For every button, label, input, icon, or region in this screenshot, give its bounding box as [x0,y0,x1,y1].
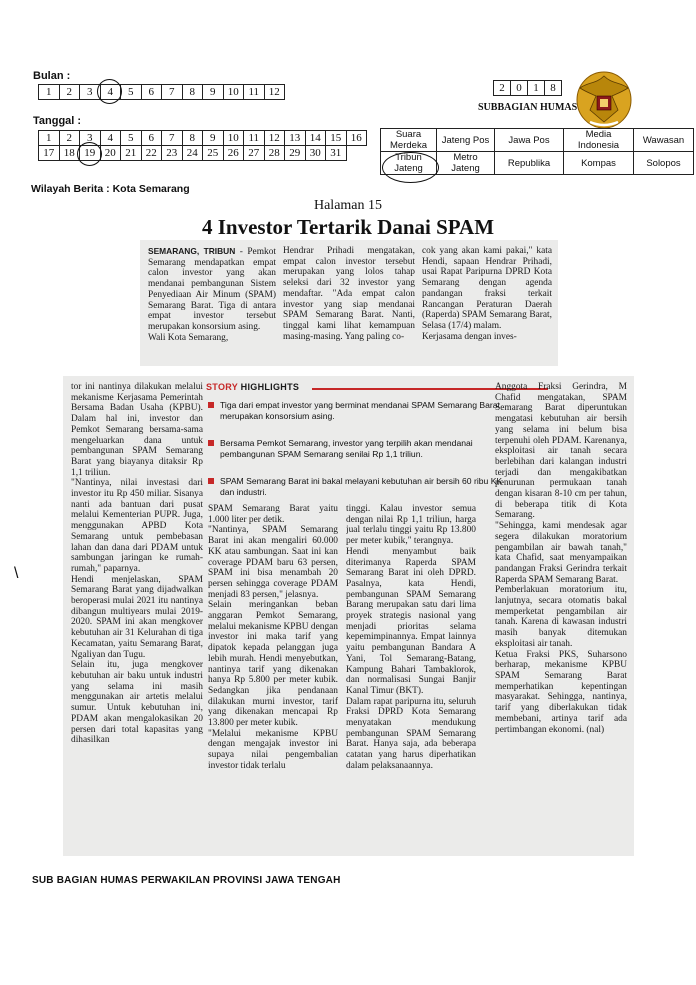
tgl-row2-cell: 20 [100,146,121,161]
tgl-row1-cell: 15 [326,131,347,146]
tgl-row1-cell: 6 [141,131,162,146]
highlight-bullet-icon [208,402,214,408]
tgl-row1-cell: 4 [100,131,121,146]
highlight-bullet-icon [208,440,214,446]
highlights-tag: HIGHLIGHTS [240,382,300,392]
tgl-row1-cell: 8 [182,131,203,146]
tgl-row1-cell: 3 [80,131,101,146]
highlight-item [208,400,523,421]
tgl-row2-cell: 26 [223,146,244,161]
tgl-row2-cell: 28 [264,146,285,161]
bulan-row-cell: 11 [244,85,265,100]
highlight-text: Bersama Pemkot Semarang, investor yang terpilih akan mendanai pembangunan SPAM Semarang senilai Rp 1,1 triliun. [220,438,473,459]
tgl-row2-cell: 19 [80,146,101,161]
garuda-emblem-icon [574,66,634,132]
tanggal-label: Tanggal : [33,115,82,127]
media-row2-cell: Tribun Jateng [381,152,437,175]
tgl-row1-cell: 13 [285,131,306,146]
bulan-row-cell: 8 [182,85,203,100]
tgl-row2-cell: 17 [39,146,60,161]
article-col-4 [495,382,627,850]
tgl-row1-cell: 2 [59,131,80,146]
media-row1-cell: Jateng Pos [437,129,495,152]
year-row-cell: 1 [528,81,545,96]
article-col-1 [71,382,203,850]
article-col-4-text: Anggota Fraksi Gerindra, M Chafid mengatakan, SPAM Semarang Barat diperuntukan mengatasi kebutuhan air bersih yang selama ini belum bisa terpenuhi oleh PDAM. Karenanya, eksploitasi air tanah secara berlebihan dari kalangan industri terjadi dan mengakibatkan penurunan permukaan tanah dengan kisaran 8-10 cm per tahun, di beberapa titik di Kota Semarang. "Sehingga, kami mendesak agar segera dilakukan moratorium pengambilan air bawah tanah," kata Chafid, saat menyampaikan pandangan Fraksi Gerindra terkait Raperda SPAM Semarang Barat. Pemberlakuan moratorium itu, lanjutnya, secara otomatis bakal memperketat pengambilan air tanah. Karena di kawasan industri masih banyak ditemukan eksploitasi air tanah. Ketua Fraksi PKS, Suharsono berharap, mekanisme KPBU SPAM Semarang Barat memperhatikan kepentingan masyarakat. Sehingga, nantinya, tarif yang diberlakukan tidak membebani, artinya tarif ada pertimbangan ekonomi. (nal) [495,382,627,735]
media-row2-cell: Republika [495,152,564,175]
article-dateline: SEMARANG, TRIBUN [148,246,236,256]
bulan-row-cell: 2 [59,85,80,100]
highlight-item [208,476,513,497]
tgl-row2-cell: 29 [285,146,306,161]
media-row2-cell: Kompas [564,152,634,175]
bulan-label: Bulan : [33,70,71,82]
tgl-row1-cell: 12 [264,131,285,146]
subbagian-humas-label: SUBBAGIAN HUMAS [478,102,578,113]
story-highlights-heading [206,382,299,392]
media-row2-cell: Solopos [634,152,694,175]
footer-institution: SUB BAGIAN HUMAS PERWAKILAN PROVINSI JAWA TENGAH [32,875,341,886]
bulan-row-cell: 6 [141,85,162,100]
article-col-2-text: SPAM Semarang Barat yaitu 1.000 liter per detik. "Nantinya, SPAM Semarang Barat ini akan mengaliri 60.000 KK atau sambungan. Saat ini kan coverage PDAM baru 63 persen, SPAM ini bisa menambah 20 persen sehingga coverage PDAM menjadi 83 persen," jelasnya. Selain meringankan beban anggaran Pemkot Semarang, melalui mekanisme KPBU dengan investor ini maka tarif yang dipatok kepada pelanggan juga lebih murah. Hendi menyebutkan, nantinya tarif yang dikenakan hanya Rp 5.800 per meter kubik. Sedangkan jika pendanaan dilakukan murni investor, tarif yang dikenakan mencapai Rp 13.800 per meter kubik. "Melalui mekanisme KPBU dengan mengajak investor ini supaya nilai pengembalian investor tidak terlalu [208,504,338,771]
tgl-row2-cell: 31 [326,146,347,161]
year-box [493,80,562,96]
year-row-cell: 8 [545,81,562,96]
bulan-row-cell: 4 [100,85,121,100]
story-tag: STORY [206,382,238,392]
bulan-selected-circle [97,79,122,104]
media-row1-cell: Suara Merdeka [381,129,437,152]
highlight-text: Tiga dari empat investor yang berminat mendanai SPAM Semarang Barat merupakan konsorsium asing. [220,400,500,421]
bulan-table [38,84,285,100]
article-top-col-2 [283,246,415,360]
tgl-row2-cell: 18 [59,146,80,161]
bulan-row-cell: 7 [162,85,183,100]
bulan-row-cell: 9 [203,85,224,100]
article-col-3 [346,504,476,850]
article-col-3-text: tinggi. Kalau investor semua dengan nilai Rp 1,1 triliun, harga jual terlalu tinggi yaitu Rp 13.800 per meter kubik," terangnya. Hendi menyambut baik diterimanya Raperda SPAM Semarang Barat ini oleh DPRD. Pasalnya, kata Hendi, pembangunan SPAM Semarang Barang merupakan satu dari lima proyek strategis nasional yang menjadi prioritas selama kepemimpinannya. Empat lainnya yaitu pembangunan Bandara A Yani, Tol Semarang-Batang, Kampung Bahari Tambaklorok, dan normalisasi Sungai Banjir Kanal Timur (BKT). Dalam rapat paripurna itu, seluruh Fraksi DPRD Kota Semarang menyatakan mendukung pembangunan SPAM Semarang Barat. Hanya saja, ada beberapa catatan yang harus diperhatikan dalam pelaksanaannya. [346,504,476,771]
year-row-cell: 0 [511,81,528,96]
tgl-row1-cell: 11 [244,131,265,146]
bulan-row-cell: 10 [223,85,244,100]
article-top-col-3-text: cok yang akan kami pakai," kata Hendi, sapaan Hendrar Prihadi, usai Rapat Paripurna DPRD Kota Semarang dengan agenda pandangan fraksi terkait Rancangan Peraturan Daerah (Raperda) SPAM Semarang Barat, Selasa (17/4) malam. Kerjasama dengan inves- [422,246,552,342]
highlight-text: SPAM Semarang Barat ini bakal melayani kebutuhan air bersih 60 ribu KK dan industri. [220,476,503,497]
tgl-row2-cell: 24 [182,146,203,161]
tgl-row2-cell: 30 [305,146,326,161]
tgl-row1-cell: 7 [162,131,183,146]
tgl-row1-cell: 10 [223,131,244,146]
media-row2-cell: Metro Jateng [437,152,495,175]
article-main-clipping [63,376,634,856]
tgl-row2-cell: 23 [162,146,183,161]
media-row1-cell: Jawa Pos [495,129,564,152]
highlight-item [208,438,523,459]
bulan-row-cell: 3 [80,85,101,100]
bulan-row-cell: 1 [39,85,60,100]
stray-mark: \ [14,565,19,582]
article-top-col-2-text: Hendrar Prihadi mengatakan, empat calon investor tersebut merupakan yang lolos tahap seleksi dari 32 investor yang mendaftar. "Ada empat calon investor yang siap mendanai SPAM Semarang Barat. Nanti, tinggal kami lihat kemampuan masing-masing. Yang paling co- [283,246,415,342]
bulan-row-cell: 12 [264,85,285,100]
article-title: 4 Investor Tertarik Danai SPAM [201,215,495,239]
tgl-row2-cell: 21 [121,146,142,161]
article-col-1-text: tor ini nantinya dilakukan melalui mekanisme Kerjasama Pemerintah Bersama Badan Usaha (KPBU). Dalam hal ini, investor dan Pemkot Semarang bersama-sama mengeluarkan dana untuk pembangunan SPAM Semarang Barat yang biayanya ditaksir Rp 1,1 triliun. "Nantinya, nilai investasi dari investor itu Rp 450 miliar. Sisanya nanti ada bantuan dari pusat melalui Kementerian PUPR. Juga, menggunakan APBD Kota Semarang untuk pembebasan lahan dan dana dari PDAM untuk sambungan jaringan ke rumah-rumah," paparnya. Hendi menjelaskan, SPAM Semarang Barat yang dijadwalkan beroperasi mulai 2021 itu nantinya dibangun multiyears mulai 2019-2020. SPAM ini akan mengkover kebutuhan air 31 Kelurahan di tiga Kecamatan, yaitu Semarang Barat, Ngaliyan dan Tugu. Selain itu, juga mengkover kebutuhan air baku untuk industri yang selama ini masih menggunakan air artetis melalui sumur. Untuk kebutuhan ini, PDAM akan mengalokasikan 20 persen dari total kapasitas yang dihasilkan [71,382,203,746]
article-top-clipping [140,240,558,366]
tgl-row1-cell: 5 [121,131,142,146]
tgl-row1-cell: 14 [305,131,326,146]
article-top-col-1-text: - Pemkot Semarang mendapatkan empat calon investor yang akan mendanai pembangunan Sistem Penyediaan Air Minum (SPAM) Semarang Barat. Tiga di antara empat investor tersebut merupakan konsorsium asing. Wali Kota Semarang, [148,247,276,343]
bulan-row-cell: 5 [121,85,142,100]
article-col-2 [208,504,338,850]
wilayah-berita: Wilayah Berita : Kota Semarang [31,183,190,195]
article-top-col-3 [422,246,552,360]
halaman-label: Halaman 15 [313,198,383,213]
tgl-row1-cell: 1 [39,131,60,146]
media-row1-cell: Wawasan [634,129,694,152]
tgl-row2-cell: 22 [141,146,162,161]
highlight-bullet-icon [208,478,214,484]
tanggal-selected-circle [77,142,102,166]
year-row-cell: 2 [494,81,511,96]
article-top-col-1 [148,246,276,360]
media-selected-circle [382,152,439,183]
tgl-row1-cell: 16 [346,131,367,146]
tgl-row2-cell: 25 [203,146,224,161]
tgl-row2-cell: 27 [244,146,265,161]
media-row1-cell: Media Indonesia [564,129,634,152]
tgl-row1-cell: 9 [203,131,224,146]
